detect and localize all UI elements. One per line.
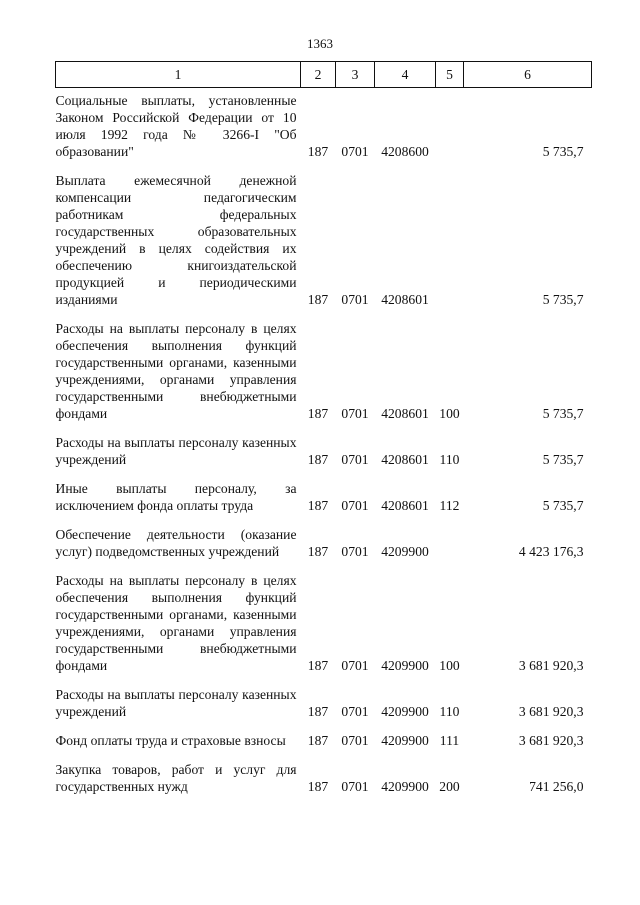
- row-ministry-code: 187: [307, 144, 329, 159]
- row-target-article-code: 4209900: [381, 544, 429, 559]
- header-cell-amount: 6: [464, 62, 592, 88]
- row-expense-type-code: 110: [439, 452, 460, 467]
- row-name-cell: Расходы на выплаты персоналу в целях обеспечения выполнения функций государственными органами, казенными учреждениями, органами управления государственными внебюджетными фондами: [55, 573, 297, 673]
- row-section-code: 0701: [341, 498, 369, 513]
- row-name-cell: Выплата ежемесячной денежной компенсации педагогическим работникам федеральных государственных образовательных учреждений в целях содействия их обеспечению книгоиздательской продукцией и периодическими изданиями: [55, 173, 297, 307]
- table-row: [56, 172, 592, 320]
- row-expense-type-code: 112: [439, 498, 460, 513]
- row-name-cell: Расходы на выплаты персоналу в целях обеспечения выполнения функций государственными органами, казенными учреждениями, органами управления государственными внебюджетными фондами: [55, 321, 297, 421]
- row-amount: 5 735,7: [542, 452, 584, 467]
- header-cell-section: 3: [336, 62, 375, 88]
- table-row: [56, 732, 592, 761]
- row-expense-type-code: 111: [439, 733, 460, 748]
- table-row: [56, 526, 592, 572]
- table-row: [56, 761, 592, 807]
- row-ministry-code: 187: [307, 704, 329, 719]
- row-section-code: 0701: [341, 144, 369, 159]
- table-row: [56, 92, 592, 172]
- row-ministry-code: 187: [307, 544, 329, 559]
- row-amount: 741 256,0: [529, 779, 584, 794]
- header-cell-target-article: 4: [375, 62, 436, 88]
- row-name-cell: Расходы на выплаты персоналу казенных учреждений: [55, 435, 297, 467]
- row-section-code: 0701: [341, 658, 369, 673]
- row-ministry-code: 187: [307, 498, 329, 513]
- row-amount: 5 735,7: [542, 292, 584, 307]
- row-amount: 5 735,7: [542, 498, 584, 513]
- row-name-cell: Социальные выплаты, установленные Законом Российской Федерации от 10 июля 1992 года № 3266-I "Об образовании": [55, 93, 297, 159]
- row-name-cell: Обеспечение деятельности (оказание услуг) подведомственных учреждений: [55, 527, 297, 559]
- row-amount: 4 423 176,3: [518, 544, 584, 559]
- row-ministry-code: 187: [307, 292, 329, 307]
- row-name-cell: Закупка товаров, работ и услуг для государственных нужд: [55, 762, 297, 794]
- row-expense-type-code: 200: [439, 779, 460, 794]
- header-cell-name: 1: [56, 62, 301, 88]
- row-target-article-code: 4208601: [381, 406, 429, 421]
- header-cell-ministry: 2: [301, 62, 336, 88]
- budget-table: [55, 61, 592, 807]
- table-row: [56, 686, 592, 732]
- row-target-article-code: 4209900: [381, 704, 429, 719]
- row-amount: 5 735,7: [542, 144, 584, 159]
- row-name-cell: Расходы на выплаты персоналу казенных учреждений: [55, 687, 297, 719]
- table-body: [56, 62, 592, 808]
- table-row: [56, 480, 592, 526]
- row-amount: 5 735,7: [542, 406, 584, 421]
- table-row: [56, 320, 592, 434]
- row-section-code: 0701: [341, 704, 369, 719]
- table-row: [56, 434, 592, 480]
- row-target-article-code: 4209900: [381, 779, 429, 794]
- page-number: 1363: [307, 36, 333, 51]
- row-target-article-code: 4208600: [381, 144, 429, 159]
- row-expense-type-code: [436, 172, 464, 320]
- row-expense-type-code: 100: [439, 406, 460, 421]
- row-target-article-code: 4209900: [381, 658, 429, 673]
- row-ministry-code: 187: [307, 779, 329, 794]
- row-name-cell: Иные выплаты персоналу, за исключением фонда оплаты труда: [55, 481, 297, 513]
- row-amount: 3 681 920,3: [518, 704, 584, 719]
- row-expense-type-code: [436, 526, 464, 572]
- row-amount: 3 681 920,3: [518, 733, 584, 748]
- row-amount: 3 681 920,3: [518, 658, 584, 673]
- row-name-cell: Фонд оплаты труда и страховые взносы: [55, 733, 286, 748]
- row-target-article-code: 4208601: [381, 498, 429, 513]
- row-expense-type-code: 110: [439, 704, 460, 719]
- row-target-article-code: 4208601: [381, 452, 429, 467]
- row-expense-type-code: 100: [439, 658, 460, 673]
- row-section-code: 0701: [341, 452, 369, 467]
- row-section-code: 0701: [341, 779, 369, 794]
- row-section-code: 0701: [341, 544, 369, 559]
- row-ministry-code: 187: [307, 452, 329, 467]
- row-ministry-code: 187: [307, 658, 329, 673]
- row-expense-type-code: [436, 92, 464, 172]
- row-section-code: 0701: [341, 292, 369, 307]
- header-cell-expense-type: 5: [436, 62, 464, 88]
- table-header-row: [56, 62, 592, 88]
- row-section-code: 0701: [341, 406, 369, 421]
- table-row: [56, 572, 592, 686]
- row-ministry-code: 187: [307, 406, 329, 421]
- row-target-article-code: 4208601: [381, 292, 429, 307]
- row-ministry-code: 187: [307, 733, 329, 748]
- row-section-code: 0701: [341, 733, 369, 748]
- row-target-article-code: 4209900: [381, 733, 429, 748]
